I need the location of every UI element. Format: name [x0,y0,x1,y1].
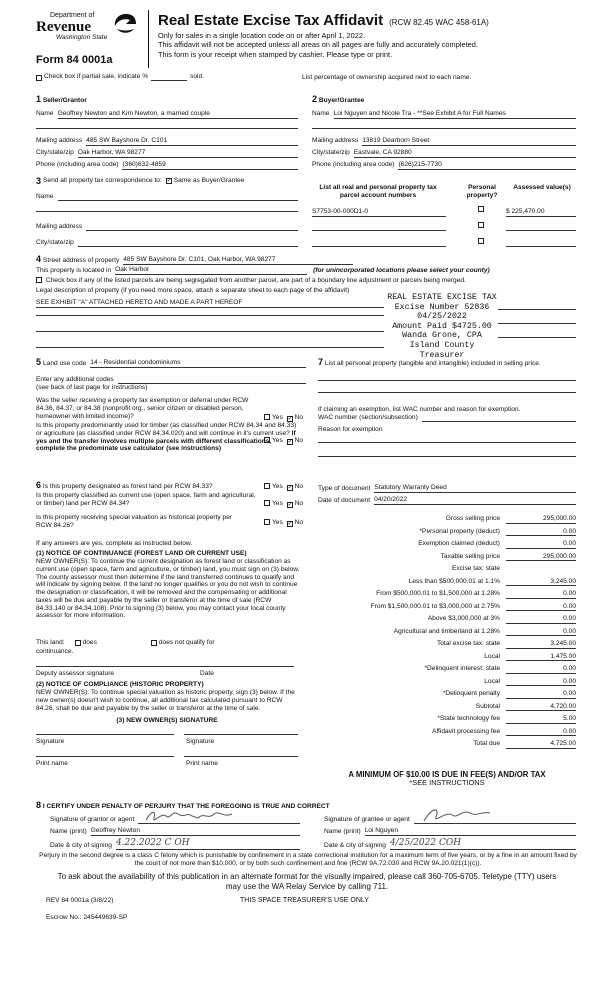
buyer-mailing-field[interactable]: 13819 Dearborn Street [362,137,576,146]
tax-row [318,528,576,537]
deputy-date-label: Date [200,670,214,677]
legal-description-line-4 [36,347,384,348]
minimum-fee-note: A MINIMUM OF $10.00 IS DUE IN FEE(S) AND/OR TAX [348,770,546,779]
exemption-yes-checkbox[interactable] [264,414,270,420]
buyer-city-row: City/state/zip Eastvale, CA 92880 [312,149,576,158]
tax-row-value[interactable]: 0.00 [506,590,576,599]
correspondence-name-field[interactable] [58,193,298,201]
revenue-logo: Department of Revenue Washington State [36,12,148,42]
correspondence-mailing-field[interactable] [86,223,298,231]
tax-row-label: *Personal property (deduct) [419,527,500,535]
doc-date-field[interactable]: 04/20/2022 [374,496,576,505]
form-number: Form 84 0001a [36,54,113,66]
legal-description-field[interactable]: SEE EXHIBIT "A" ATTACHED HERETO AND MADE A PART HEREOF [36,299,384,308]
personal-property-field-1[interactable] [318,380,576,381]
forest-land-answer: Yes ✓ No [264,483,303,491]
owner-print-field-2[interactable] [184,756,298,757]
exemption-reason-field-1[interactable] [318,442,576,443]
tax-row-label: Local [484,652,500,660]
assessed-field-2[interactable] [506,230,576,231]
grantee-date-row: Date & city of signing 4/25/2022 COH [324,838,576,850]
tax-row-label: Agricultural and timberland at 1.28% [393,627,500,635]
grantee-date-field[interactable]: 4/25/2022 COH [390,838,576,850]
grantee-signature-field[interactable] [414,815,576,824]
tax-row-value[interactable]: 0.00 [506,690,576,699]
tax-row [318,640,576,649]
tax-row-label: *State technology fee [437,715,500,722]
parcel-column-header: List all real and personal property tax parcel account numbers [319,184,437,199]
forest-no-checkbox[interactable]: ✓ [287,485,293,491]
legal-description-line-6 [498,323,576,324]
tax-row-label: Total excise tax: state [436,640,500,647]
tax-row [318,690,576,699]
street-address-field[interactable]: 485 SW Bayshore Dr. C101, Oak Harbor, WA 98277 [123,256,353,265]
exemption-reason-row: Reason for exemption [318,426,383,433]
tax-row-label: Taxable selling price [440,552,500,560]
tax-row-value[interactable]: 295,000.00 [506,515,576,524]
correspondence-row: 3 Send all property tax correspondence to: ✓ Same as Buyer/Grantee [36,176,245,186]
tax-row-label: Local [484,677,500,685]
perjury-notice: Perjury in the second degree is a class C felony which is punishable by confinement in a state correctional institution for a maximum term of five years, or by a fine in an amount fixed by the court of not more than $10,000, or by both such confinement and fine (RCW 9A.72.030 and RCW 9A.20.021(1)(c)). [39,852,577,867]
buyer-city-field[interactable]: Eastvale, CA 92880 [354,149,576,158]
owner-print-label-1: Print name [36,760,68,767]
personal-column-header: Personal property? [466,184,498,199]
tax-row-value[interactable]: 3,245.00 [506,640,576,649]
personal-checkbox-1[interactable] [478,206,484,212]
grantee-name-field[interactable]: Loi Nguyen [365,827,576,836]
tax-row [318,653,576,662]
seller-city-field[interactable]: Oak Harbor, WA 98277 [78,149,298,158]
timber-answer: Yes ✓ No [264,437,303,445]
seller-name-line-2 [36,128,298,129]
certify-heading: 8 I CERTIFY UNDER PENALTY OF PERJURY THAT THE FOREGOING IS TRUE AND CORRECT [36,800,330,810]
owner-print-field-1[interactable] [36,756,174,757]
tax-row-value[interactable]: 0.00 [506,628,576,637]
doc-type-select[interactable]: Statutory Warranty Deed [374,484,576,493]
tax-row-label: *Delinquent penalty [442,690,500,697]
tax-row-value[interactable]: 0.00 [506,665,576,674]
new-owner-signature-title: (3) NEW OWNER(S) SIGNATURE [116,717,218,724]
tax-row-label: Total due [473,740,500,747]
tax-row-label: *Delinquent interest: state [424,665,500,672]
grantor-date-row: Date & city of signing 4.22.2022 C OH [50,838,300,850]
current-use-answer: Yes ✓ No [264,500,303,508]
page-title: Real Estate Excise Tax Affidavit [158,12,384,29]
owner-signature-field-2[interactable] [184,734,298,735]
land-use-row: 5 Land use code 14 - Residential condominiums [36,357,306,368]
tax-row-value[interactable]: 0.00 [506,528,576,537]
tax-row [318,678,576,687]
tax-row [318,665,576,674]
tax-row-label: Above $3,000,000 at 3% [427,615,500,622]
owner-signature-label-2: Signature [186,738,215,745]
same-as-buyer-checkbox[interactable]: ✓ [166,178,172,185]
grantor-date-field[interactable]: 4.22.2022 C OH [116,838,300,850]
tax-row [318,740,576,749]
ownership-note: List percentage of ownership acquired next to each name. [302,74,472,81]
tax-row [318,565,576,573]
tax-row-label: Subtotal [475,702,500,710]
historic-no-checkbox[interactable]: ✓ [287,521,293,527]
tax-row-value[interactable]: 0.00 [506,615,576,624]
partial-sale-row: Check box if partial sale, indicate % sold. [36,73,204,81]
tax-row-label: Gross selling price [445,515,500,522]
doc-date-row: Date of document 04/20/2022 [318,496,576,505]
grantee-name-row: Name (print) Loi Nguyen [324,827,576,836]
legal-description-label: Legal description of property (if you need more space, attach a separate sheet to each page of the affidavit) [36,287,350,294]
segregated-row: Check box if any of the listed parcels are being segregated from another parcel, are part of a boundary line adjustment or parcels being merged. [36,277,576,285]
land-does-not-checkbox[interactable] [151,640,157,646]
personal-checkbox-2[interactable] [478,222,484,228]
owner-signature-label-1: Signature [36,738,65,745]
legal-description-line-3 [36,331,384,332]
seller-phone-row: Phone (including area code) (360)632-4859 [36,161,298,170]
grantor-signature-icon [142,808,242,826]
grantee-signature-icon [418,805,498,825]
notice-compliance-title: (2) NOTICE OF COMPLIANCE (HISTORIC PROPERTY) [36,681,204,688]
current-use-yes-checkbox[interactable] [264,500,270,506]
tax-row-value[interactable]: 4,725.00 [506,740,576,749]
exemption-answer: Yes ✓ No [264,414,303,422]
tax-row [318,728,576,737]
grantor-name-row: Name (print) Geoffrey Newton [50,827,300,836]
seller-phone-field[interactable]: (360)632-4859 [122,161,298,170]
correspondence-name-line-2 [36,211,298,212]
see-instructions-note: *SEE INSTRUCTIONS [409,778,485,787]
assessed-column-header: Assessed value(s) [513,184,571,191]
parcel-field-2[interactable] [312,230,446,231]
tax-row [318,703,576,712]
seller-city-row: City/state/zip Oak Harbor, WA 98277 [36,149,298,158]
exemption-claim-label: If claiming an exemption, list WAC number and reason for exemption. [318,406,521,413]
continuance-label: continuance. [36,648,74,655]
grantor-signature-row: Signature of grantor or agent [50,815,300,824]
answers-note: If any answers are yes, complete as instructed below. [36,540,193,547]
tax-row-value[interactable]: 0.00 [506,540,576,549]
tax-row-value[interactable]: 295,000.00 [506,553,576,562]
historic-answer: Yes ✓ No [264,519,303,527]
buyer-name-row: Name Loi Nguyen and Nicole Tra - **See Exhibit A for Full Names [312,110,576,119]
location-select[interactable]: Oak Harbor [115,266,307,275]
wac-number-field[interactable] [422,414,576,422]
state-seal-icon [112,12,140,36]
grantor-signature-field[interactable] [138,815,300,824]
treasurer-use-label: THIS SPACE TREASURER'S USE ONLY [240,897,369,904]
notice-continuance-text: NEW OWNER(S): To continue the current designation as forest land or classification as current use (open space, farm and agriculture, or timber) land, you must sign on (3) below. The county assessor must then determine if the land transferred continues to qualify and will indicate by signing below. If the land no longer qualifies or you do not wish to continue the designation or classification, it will be removed and the compensating or additional taxes will be due and payable by the seller or transferor at the time of sale (RCW 84.33.140 or 84.34.108). Prior to signing (3) below, you may contact your local county assessor for more information. [36,558,300,620]
additional-codes-field[interactable] [118,376,306,384]
correspondence-city-row: City/state/zip [36,239,298,247]
partial-sale-percent-field[interactable] [151,80,187,81]
tax-row-label: From $500,000.01 to $1,500,000 at 1.28% [376,590,500,597]
buyer-phone-field[interactable]: (626)215-7730 [398,161,576,170]
tax-row [318,540,576,549]
exemption-reason-field-2[interactable] [318,456,576,457]
tax-row [318,603,576,612]
doc-type-row: Type of document Statutory Warranty Deed [318,484,576,493]
forest-land-question: 6 Is this property designated as forest land per RCW 84.33? [36,480,213,490]
seller-name-field[interactable]: Geoffrey Newton and Kim Newton, a married couple [58,110,298,119]
buyer-phone-row: Phone (including area code) (626)215-7730 [312,161,576,170]
tax-row-value[interactable] [506,565,576,573]
revision-number: REV 84 0001a (3/8/22) [46,897,114,904]
alt-format-notice: To ask about the availability of this publication in an alternate format for the visually impaired, please call 360-705-6705. Teletype (TTY) users may use the WA Relay Service by calling 711. [57,872,557,891]
tax-row-label: From $1,500,000.01 to $3,000,000 at 2.75% [370,602,500,610]
tax-row [318,578,576,587]
rcw-reference: (RCW 82.45 WAC 458-61A) [389,18,489,27]
seller-mailing-row: Mailing address 485 SW Bayshore Dr. C101 [36,137,298,146]
header-notes: Only for sales in a single location code on or after April 1, 2022. This affidavit will not be accepted unless all areas on all pages are fully and accurately completed. This form is your receipt when stamped by cashier. Please type or print. [158,31,478,59]
partial-sale-checkbox[interactable] [36,75,42,81]
owner-signature-field-1[interactable] [36,734,174,735]
tax-row [318,515,576,524]
land-does-checkbox[interactable] [75,640,81,646]
seller-heading: 1 Seller/Grantor [36,94,87,104]
owner-print-label-2: Print name [186,760,218,767]
current-use-no-checkbox[interactable]: ✓ [287,502,293,508]
tax-row [318,628,576,637]
escrow-number: Escrow No.: 245449639-SP [46,914,128,921]
exemption-no-checkbox[interactable]: ✓ [287,416,293,422]
tax-row-value[interactable]: 5.00 [506,715,576,724]
seller-mailing-field[interactable]: 485 SW Bayshore Dr. C101 [86,137,298,146]
personal-property-field-2[interactable] [318,392,576,393]
grantor-name-field[interactable]: Geoffrey Newton [91,827,300,836]
notice-continuance-title: (1) NOTICE OF CONTINUANCE (FOREST LAND OR CURRENT USE) [36,550,247,557]
tax-row [318,615,576,624]
tax-row [318,553,576,562]
tax-row-value[interactable]: 0.00 [506,678,576,687]
forest-yes-checkbox[interactable] [264,483,270,489]
personal-property-label: 7 List all personal property (tangible and intangible) included in selling price. [318,357,541,367]
deputy-signature-label: Deputy assessor signature [36,670,115,677]
tax-row-value[interactable]: 0.00 [506,728,576,737]
tax-row [318,590,576,599]
timber-no-checkbox[interactable]: ✓ [287,439,293,445]
notice-compliance-text: NEW OWNER(S): To continue special valuation as historic property, sign (3) below. If the new owner(s) doesn't wish to continue, all additional tax calculated pursuant to RCW 84.26, shall be due and payable by the seller or transferor at the time of sale. [36,689,295,712]
tax-row [318,715,576,724]
tax-row-value[interactable]: 3,245.00 [506,578,576,587]
correspondence-city-field[interactable] [78,239,298,247]
historic-yes-checkbox[interactable] [264,519,270,525]
buyer-mailing-row: Mailing address 13819 Dearborn Street [312,137,576,146]
title-row [158,12,489,30]
header-divider [148,10,149,68]
wac-row: WAC number (section/subsection) [318,414,576,422]
timber-question: Is this property predominantly used for timber (as classified under RCW 84.34 and 84.33) or agriculture (as classified under RCW 84.34.020) and will continue in it's current use? If yes and the transfer involves multiple parcels with different classifications, complete the predominate use calculator (see instructions) [36,422,297,453]
additional-codes-note: (see back of last page for instructions) [36,384,148,391]
tax-row-value[interactable]: 4,720.00 [506,703,576,712]
grantee-signature-row: Signature of grantee or agent [324,815,576,824]
qualify-row: This land: does does not qualify for [36,639,215,646]
tax-row-label: Excise tax: state [451,565,500,572]
tax-row-label: Exemption claimed (deduct) [418,540,500,547]
buyer-name-line-2 [312,128,576,129]
legal-description-line-7 [498,337,576,338]
tax-row-value[interactable]: 0.00 [506,603,576,612]
deputy-signature-field[interactable] [36,666,294,667]
located-row: This property is located in Oak Harbor (for unincorporated locations please select your county) [36,266,490,274]
legal-description-line-5 [498,309,576,310]
historic-question: Is this property receiving special valuation as historical property per RCW 84.26? [36,514,233,529]
additional-codes-row: Enter any additional codes [36,376,306,384]
correspondence-mailing-row: Mailing address [36,223,298,231]
seller-name-row: Name Geoffrey Newton and Kim Newton, a married couple [36,110,298,119]
timber-yes-checkbox[interactable] [264,437,270,443]
treasurer-stamp: REAL ESTATE EXCISE TAX Excise Number 52836 04/25/2022 Amount Paid $4725.00 Wanda Grone, CPA Island County Treasurer [387,293,497,360]
buyer-heading: 2 Buyer/Grantee [312,94,365,104]
parcel-field-1[interactable]: S7753-00-000D1-0 [312,208,446,217]
tax-row-label: Affidavit processing fee [431,727,500,735]
correspondence-name-row: Name [36,193,298,201]
personal-checkbox-3[interactable] [478,238,484,244]
assessed-field-1[interactable]: $ 225,470.00 [506,208,576,217]
parcel-field-3[interactable] [312,246,446,247]
exemption-question: Was the seller receiving a property tax exemption or deferral under RCW 84.36, 84.37, or 84.38 (nonprofit org., senior citizen or disabled person, homeowner with limited income)? [36,397,249,420]
legal-description-line-2 [36,315,384,316]
tax-row-label: Less than $500,000.01 at 1.1% [408,577,500,585]
buyer-name-field[interactable]: Loi Nguyen and Nicole Tra - **See Exhibit A for Full Names [334,110,576,119]
segregated-checkbox[interactable] [36,277,42,283]
current-use-question: Is this property classified as current use (open space, farm and agricultural, or timber) land per RCW 84.34? [36,492,256,507]
assessed-field-3[interactable] [506,246,576,247]
land-use-select[interactable]: 14 - Residential condominiums [90,359,306,368]
tax-row-value[interactable]: 1,475.00 [506,653,576,662]
street-address-row: 4 Street address of property 485 SW Bayshore Dr. C101, Oak Harbor, WA 98277 [36,254,576,265]
